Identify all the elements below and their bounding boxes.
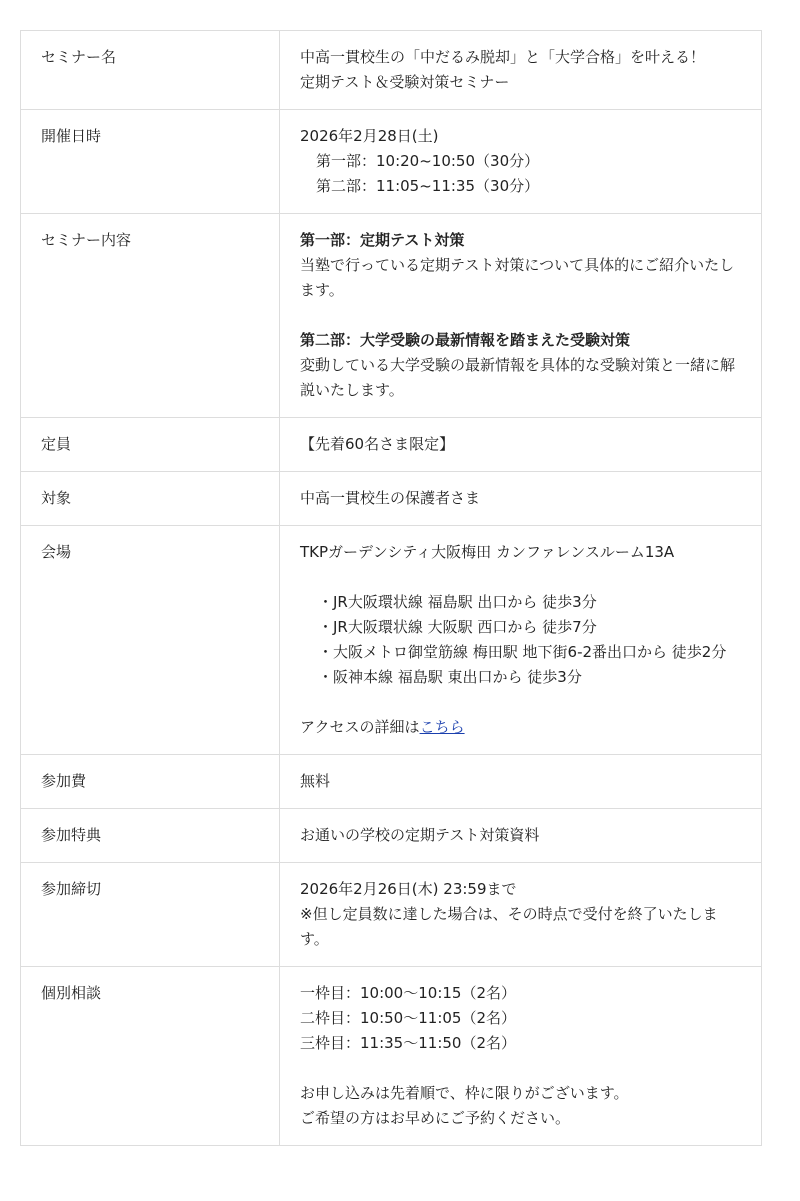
row-label-deadline: 参加締切 [21, 863, 280, 967]
access-item: ・JR大阪環状線 福島駅 出口から 徒歩3分 [318, 593, 597, 611]
row-value-deadline [280, 863, 762, 967]
part2-description: 変動している大学受験の最新情報を具体的な受験対策と一緒に解説いたします。 [300, 356, 736, 399]
venue-name: TKPガーデンシティ大阪梅田 カンファレンスルーム13A [300, 543, 675, 561]
part1-heading: 第一部：定期テスト対策 [300, 231, 465, 249]
row-label-benefit: 参加特典 [21, 809, 280, 863]
row-value-capacity: 【先着60名さま限定】 [280, 418, 762, 472]
session-part1-time: 第一部：10:20~10:50（30分） [316, 152, 540, 170]
table-row-content [21, 214, 762, 418]
table-row-fee [21, 755, 762, 809]
row-label-title: セミナー名 [21, 31, 280, 110]
access-detail-link[interactable]: こちら [419, 718, 465, 736]
spacer [300, 565, 741, 590]
row-value-content [280, 214, 762, 418]
consult-slot: 一枠目：10:00〜10:15（2名） [300, 984, 516, 1002]
table-row-capacity [21, 418, 762, 472]
spacer [300, 303, 741, 328]
row-label-fee: 参加費 [21, 755, 280, 809]
event-date: 2026年2月28日(土) [300, 127, 439, 145]
access-item: ・阪神本線 福島駅 東出口から 徒歩3分 [318, 668, 582, 686]
row-value-benefit: お通いの学校の定期テスト対策資料 [280, 809, 762, 863]
row-label-content: セミナー内容 [21, 214, 280, 418]
seminar-info-table [20, 30, 762, 1146]
row-label-date: 開催日時 [21, 110, 280, 214]
row-value-target: 中高一貫校生の保護者さま [280, 472, 762, 526]
table-row-venue [21, 526, 762, 755]
row-value-consult [280, 967, 762, 1146]
seminar-title-line1: 中高一貫校生の「中だるみ脱却」と「大学合格」を叶える！ [300, 48, 706, 66]
row-value-title [280, 31, 762, 110]
consult-slot: 三枠目：11:35〜11:50（2名） [300, 1034, 516, 1052]
seminar-title-line2: 定期テスト＆受験対策セミナー [300, 73, 510, 91]
table-row-title [21, 31, 762, 110]
row-label-venue: 会場 [21, 526, 280, 755]
row-label-capacity: 定員 [21, 418, 280, 472]
access-detail [300, 715, 741, 740]
table-row-consult [21, 967, 762, 1146]
part1-description: 当塾で行っている定期テスト対策について具体的にご紹介いたします。 [300, 256, 735, 299]
spacer [300, 1056, 741, 1081]
table-row-date [21, 110, 762, 214]
access-detail-prefix: アクセスの詳細は [300, 718, 420, 736]
deadline-note: ※但し定員数に達した場合は、その時点で受付を終了いたします。 [300, 905, 718, 948]
row-value-venue [280, 526, 762, 755]
consult-note2: ご希望の方はお早めにご予約ください。 [300, 1109, 571, 1127]
session-part2-time: 第二部：11:05~11:35（30分） [316, 177, 540, 195]
consult-note1: お申し込みは先着順で、枠に限りがございます。 [300, 1084, 629, 1102]
row-value-fee: 無料 [280, 755, 762, 809]
table-row-deadline [21, 863, 762, 967]
table-row-target [21, 472, 762, 526]
access-item: ・JR大阪環状線 大阪駅 西口から 徒歩7分 [318, 618, 597, 636]
row-value-date [280, 110, 762, 214]
seminar-info-section [20, 30, 762, 1146]
row-label-consult: 個別相談 [21, 967, 280, 1146]
table-row-benefit [21, 809, 762, 863]
row-label-target: 対象 [21, 472, 280, 526]
access-item: ・大阪メトロ御堂筋線 梅田駅 地下街6-2番出口から 徒歩2分 [318, 643, 727, 661]
deadline-date: 2026年2月26日(木) 23:59まで [300, 880, 517, 898]
part2-heading: 第二部：大学受験の最新情報を踏まえた受験対策 [300, 331, 631, 349]
consult-slot: 二枠目：10:50〜11:05（2名） [300, 1009, 516, 1027]
spacer [300, 690, 741, 715]
